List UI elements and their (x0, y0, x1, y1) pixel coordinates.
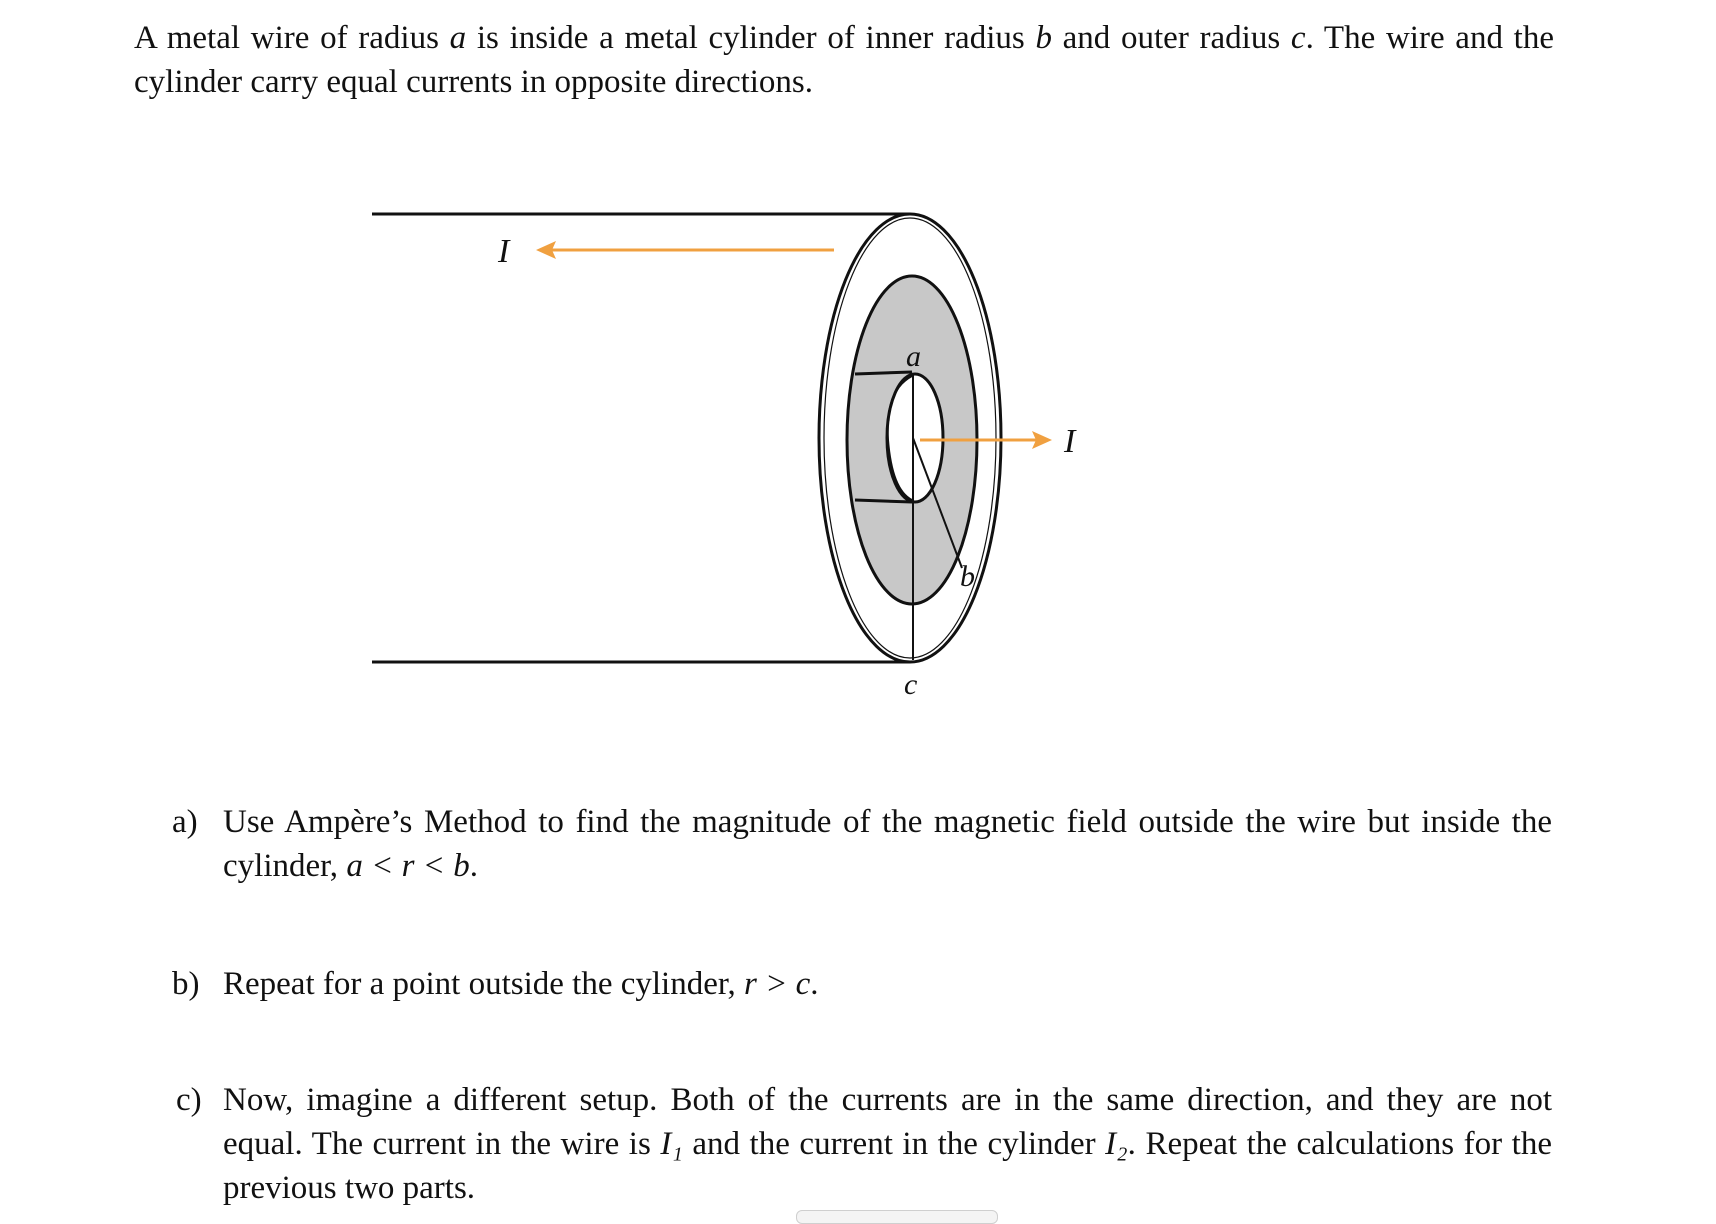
question-a-text: Use Ampère’s Method to find the magnitude of the magnetic field outside the wire but inside the cylinder, a < r < b. (223, 804, 1552, 884)
question-c-label: c) (176, 1082, 202, 1118)
problem-intro: A metal wire of radius a is inside a metal cylinder of inner radius b and outer radius c. The wire and the cylinder carry equal currents in opposite directions. (134, 20, 1554, 100)
question-b-label: b) (172, 966, 200, 1002)
label-a: a (906, 340, 921, 373)
question-a-label: a) (172, 804, 198, 840)
question-b-text: Repeat for a point outside the cylinder, r > c. (223, 966, 819, 1002)
label-b: b (960, 560, 975, 593)
label-c: c (904, 668, 918, 701)
bottom-scroll-tab[interactable] (796, 1210, 998, 1224)
question-c-text: Now, imagine a different setup. Both of the currents are in the same direction, and they are not equal. The current in the wire is I₁ and the current in the cylinder I₂. Repeat the calculations for the previous two parts. (223, 1082, 1552, 1206)
label-I-right: I (1064, 423, 1076, 460)
label-I-left: I (498, 233, 510, 270)
